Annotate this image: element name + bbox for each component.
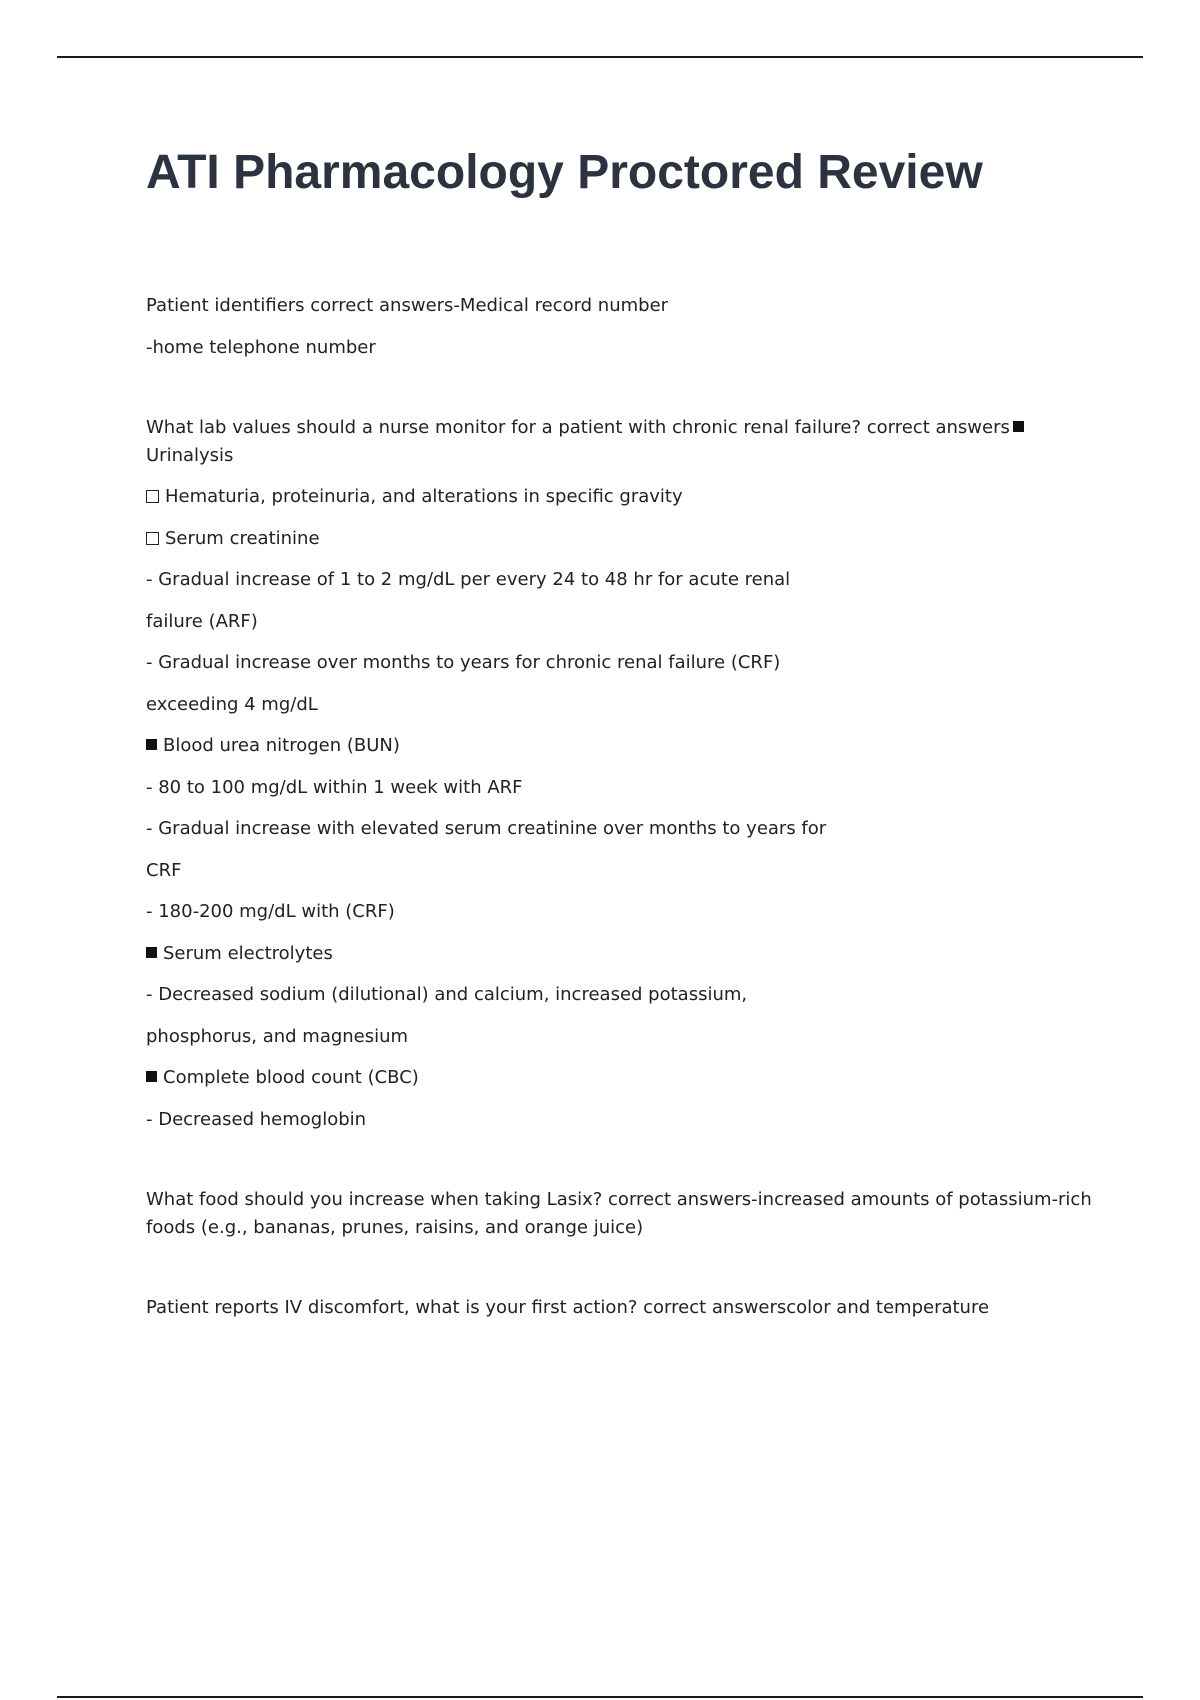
list-item-text: Blood urea nitrogen (BUN): [163, 735, 400, 756]
list-item: [146, 732, 1096, 760]
list-item-text: Hematuria, proteinuria, and alterations in specific gravity: [165, 486, 683, 507]
list-item: [146, 525, 1096, 553]
qa-text: -home telephone number: [146, 336, 376, 358]
detail-line: - 180-200 mg/dL with (CRF): [146, 901, 395, 922]
detail-line: CRF: [146, 859, 182, 881]
list-item: [146, 1064, 1096, 1092]
filled-square-bullet-icon: [146, 947, 157, 958]
qa-iv-discomfort: [146, 1294, 1096, 1322]
document-title: ATI Pharmacology Proctored Review: [146, 146, 983, 199]
list-item: [146, 483, 1096, 511]
detail-line: - 80 to 100 mg/dL within 1 week with ARF: [146, 776, 523, 798]
empty-square-bullet-icon: [146, 532, 159, 545]
qa-text: What food should you increase when taking Lasix? correct answers-increased amounts of potassium-rich foods (e.g., bananas, prunes, raisins, and orange juice): [146, 1188, 1092, 1238]
filled-square-bullet-icon: [1013, 421, 1024, 432]
footer-rule: [57, 1696, 1143, 1698]
qa-text: Patient reports IV discomfort, what is your first action? correct answerscolor and temperature: [146, 1296, 990, 1318]
filled-square-bullet-icon: [146, 739, 157, 750]
qa-text: Patient identifiers correct answers-Medical record number: [146, 295, 669, 316]
detail-line: - Gradual increase of 1 to 2 mg/dL per every 24 to 48 hr for acute renal: [146, 569, 791, 590]
detail-line: - Gradual increase over months to years for chronic renal failure (CRF): [146, 652, 781, 673]
detail-line: - Gradual increase with elevated serum creatinine over months to years for: [146, 818, 827, 839]
detail-line: - Decreased sodium (dilutional) and calcium, increased potassium,: [146, 984, 748, 1005]
detail-line: failure (ARF): [146, 610, 258, 632]
qa-patient-identifiers: [146, 292, 1096, 362]
document-body: [146, 292, 1096, 1374]
filled-square-bullet-icon: [146, 1071, 157, 1082]
list-item: [146, 940, 1096, 968]
detail-line: phosphorus, and magnesium: [146, 1025, 409, 1047]
detail-line: exceeding 4 mg/dL: [146, 693, 318, 715]
qa-renal-lab-values: [146, 414, 1096, 1134]
header-rule: [57, 56, 1143, 58]
list-item-text: Complete blood count (CBC): [163, 1067, 419, 1088]
qa-answer-text: Urinalysis: [146, 444, 234, 466]
qa-lasix-food: [146, 1186, 1096, 1242]
qa-question: [146, 414, 1096, 470]
list-item-text: Serum electrolytes: [163, 942, 333, 964]
list-item-text: Serum creatinine: [165, 527, 320, 549]
detail-line: - Decreased hemoglobin: [146, 1108, 367, 1130]
empty-square-bullet-icon: [146, 490, 159, 503]
qa-question-text: What lab values should a nurse monitor for a patient with chronic renal failure? correct answers: [146, 416, 1010, 438]
